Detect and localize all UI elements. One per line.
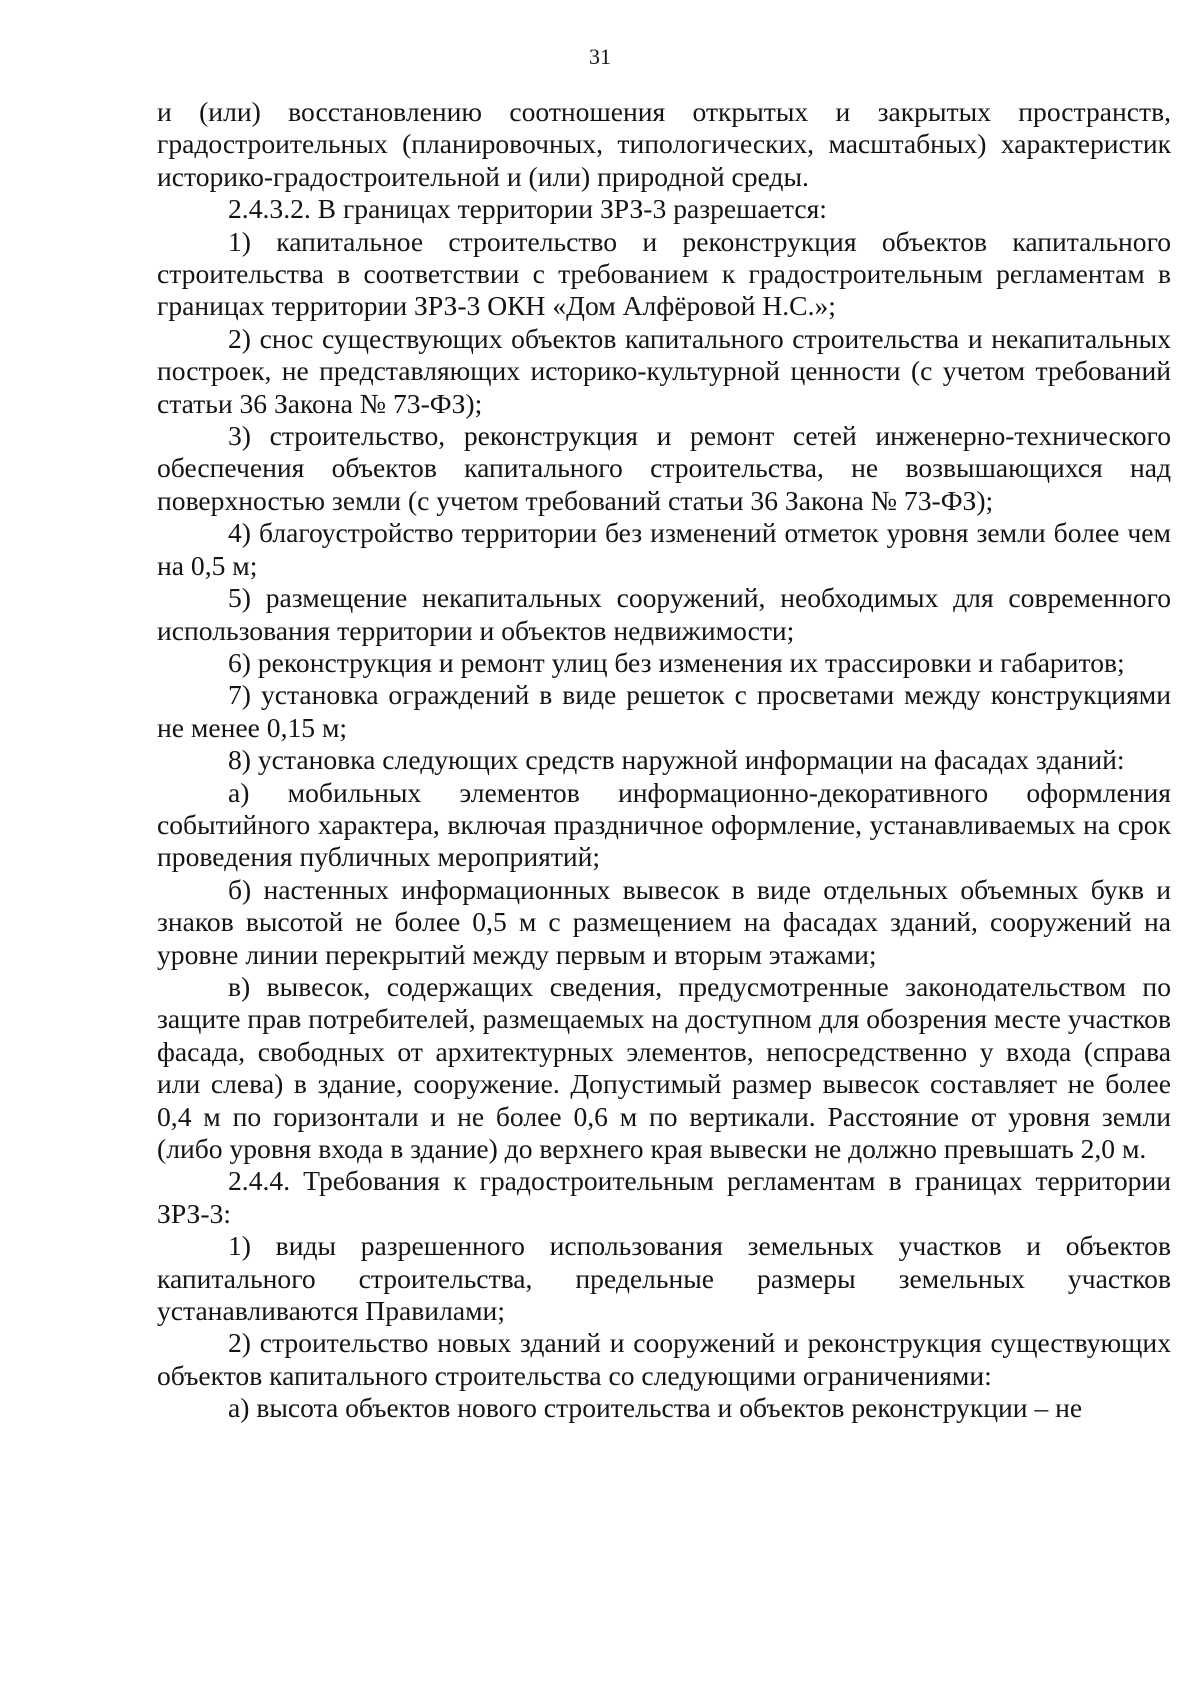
requirement-item-2: 2) строительство новых зданий и сооружений и реконструкция существующих объектов капитального строительства со следующими ограничениями: — [157, 1327, 1171, 1391]
requirement-item-1: 1) виды разрешенного использования земельных участков и объектов капитального строительства, предельные размеры земельных участков устанавливаются Правилами; — [157, 1230, 1171, 1327]
page-number: 31 — [589, 44, 611, 69]
list-item-4: 4) благоустройство территории без изменений отметок уровня земли более чем на 0,5 м; — [157, 517, 1171, 581]
list-item-7: 7) установка ограждений в виде решеток с просветами между конструкциями не менее 0,15 м; — [157, 679, 1171, 743]
list-item-3: 3) строительство, реконструкция и ремонт сетей инженерно-технического обеспечения объектов капитального строительства, не возвышающихся над поверхностью земли (с учетом требований статьи 36 Закона № 73-ФЗ); — [157, 420, 1171, 516]
section-heading-2-4-3-2: 2.4.3.2. В границах территории ЗРЗ-3 разрешается: — [228, 193, 827, 225]
list-item-5: 5) размещение некапитальных сооружений, необходимых для современного использования территории и объектов недвижимости; — [157, 582, 1171, 646]
list-item-8: 8) установка следующих средств наружной информации на фасадах зданий: — [228, 744, 1125, 776]
document-body — [157, 96, 1171, 1425]
list-item-1: 1) капитальное строительство и реконструкция объектов капитального строительства в соответствии с требованием к градостроительным регламентам в границах территории ЗРЗ-3 ОКН «Дом Алфёровой Н.С.»; — [157, 225, 1171, 322]
sub-item-a: а) мобильных элементов информационно-декоративного оформления событийного характера, включая праздничное оформление, устанавливаемых на срок проведения публичных мероприятий; — [157, 776, 1171, 873]
requirement-sub-item-a: а) высота объектов нового строительства и объектов реконструкции – не — [228, 1392, 1083, 1424]
section-heading-2-4-4: 2.4.4. Требования к градостроительным регламентам в границах территории ЗРЗ-3: — [157, 1165, 1171, 1229]
sub-item-b: б) настенных информационных вывесок в виде отдельных объемных букв и знаков высотой не более 0,5 м с размещением на фасадах зданий, сооружений на уровне линии перекрытий между первым и вторым этажами; — [157, 873, 1171, 970]
sub-item-v: в) вывесок, содержащих сведения, предусмотренные законодательством по защите прав потребителей, размещаемых на доступном для обозрения месте участков фасада, свободных от архитектурных элементов, непосредственно у входа (справа или слева) в здание, сооружение. Допустимый размер вывесок составляет не более 0,4 м по горизонтали и не более 0,6 м по вертикали. Расстояние от уровня земли (либо уровня входа в здание) до верхнего края вывески не должно превышать 2,0 м. — [157, 970, 1171, 1164]
paragraph-continuation: и (или) восстановлению соотношения открытых и закрытых пространств, градостроительных (планировочных, типологических, масштабных) характеристик историко-градостроительной и (или) природной среды. — [157, 96, 1171, 192]
list-item-2: 2) снос существующих объектов капитального строительства и некапитальных построек, не представляющих историко-культурной ценности (с учетом требований статьи 36 Закона № 73-ФЗ); — [157, 322, 1171, 419]
list-item-6: 6) реконструкция и ремонт улиц без изменения их трассировки и габаритов; — [228, 646, 1125, 678]
